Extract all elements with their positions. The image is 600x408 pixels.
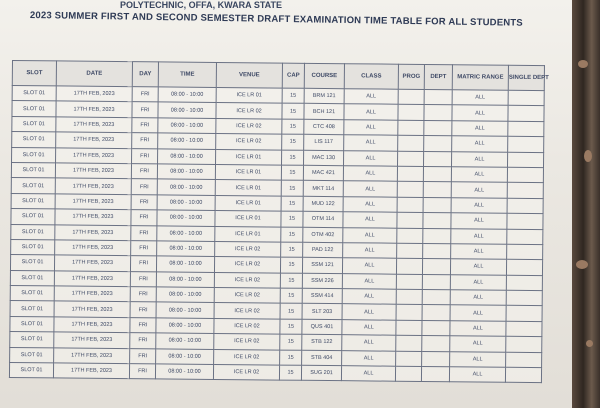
cell-date: 17TH FEB, 2023 <box>55 194 131 210</box>
cell-venue: ICE LR 02 <box>214 257 280 273</box>
cell-dept <box>422 274 450 290</box>
cell-course: QUS 401 <box>302 319 342 335</box>
cell-time: 08:00 - 10:00 <box>156 287 214 303</box>
cell-matric: ALL <box>450 321 506 337</box>
cell-day: FRI <box>129 364 155 380</box>
column-header-dept: DEPT <box>424 64 452 89</box>
cell-course: CTC 408 <box>304 119 344 135</box>
cell-venue: ICE LR 02 <box>214 334 280 350</box>
cell-date: 17TH FEB, 2023 <box>54 271 130 287</box>
cell-time: 08:00 - 10:00 <box>156 318 214 334</box>
cell-matric: ALL <box>451 228 507 244</box>
cell-matric: ALL <box>452 105 508 121</box>
cell-venue: ICE LR 01 <box>215 211 281 227</box>
cell-matric: ALL <box>452 136 508 152</box>
cell-slot: SLOT 01 <box>10 255 54 271</box>
cell-dept <box>423 243 451 259</box>
cell-single <box>506 306 542 322</box>
cell-venue: ICE LR 02 <box>216 118 282 134</box>
cell-day: FRI <box>130 333 156 349</box>
cell-time: 08:00 - 10:00 <box>157 241 215 257</box>
cell-matric: ALL <box>450 259 506 275</box>
cell-time: 08:00 - 10:00 <box>158 133 216 149</box>
cell-day: FRI <box>131 164 157 180</box>
cell-dept <box>422 305 450 321</box>
cell-slot: SLOT 01 <box>10 270 54 286</box>
cell-prog <box>397 151 423 167</box>
cell-prog <box>398 135 424 151</box>
cell-slot: SLOT 01 <box>10 286 54 302</box>
cell-dept <box>424 136 452 152</box>
cell-matric: ALL <box>451 197 507 213</box>
cell-course: SSM 226 <box>302 273 342 289</box>
column-header-single-dept: SINGLE DEPT <box>508 65 544 90</box>
table-body <box>9 86 544 384</box>
column-header-time: TIME <box>158 62 216 88</box>
cell-date: 17TH FEB, 2023 <box>56 86 132 102</box>
cell-single <box>508 106 544 122</box>
cell-slot: SLOT 01 <box>11 193 55 209</box>
cell-date: 17TH FEB, 2023 <box>53 363 129 379</box>
cell-cap: 15 <box>280 288 302 304</box>
cell-cap: 15 <box>281 180 303 196</box>
cell-slot: SLOT 01 <box>11 239 55 255</box>
cell-course: PAD 122 <box>303 242 343 258</box>
cell-single <box>507 244 543 260</box>
cell-course: MAC 421 <box>303 165 343 181</box>
cell-single <box>505 367 541 383</box>
cell-cap: 15 <box>282 119 304 135</box>
column-header-slot: SLOT <box>12 61 56 86</box>
cell-course: SSM 121 <box>302 258 342 274</box>
cell-single <box>507 198 543 214</box>
cell-dept <box>424 105 452 121</box>
cell-single <box>507 152 543 168</box>
cell-slot: SLOT 01 <box>10 332 54 348</box>
cell-day: FRI <box>132 133 158 149</box>
cell-date: 17TH FEB, 2023 <box>54 301 130 317</box>
cell-prog <box>396 274 422 290</box>
cell-prog <box>395 366 421 382</box>
cell-class: ALL <box>342 335 396 351</box>
cell-dept <box>423 151 451 167</box>
column-header-class: CLASS <box>344 64 398 90</box>
cell-dept <box>422 320 450 336</box>
cell-class: ALL <box>343 212 397 228</box>
cell-slot: SLOT 01 <box>12 86 56 102</box>
cell-day: FRI <box>131 210 157 226</box>
cell-matric: ALL <box>451 182 507 198</box>
cell-slot: SLOT 01 <box>10 301 54 317</box>
cell-course: MKT 114 <box>303 181 343 197</box>
cell-venue: ICE LR 02 <box>213 364 279 380</box>
cell-day: FRI <box>131 179 157 195</box>
cell-venue: ICE LR 02 <box>216 134 282 150</box>
cell-day: FRI <box>130 318 156 334</box>
cell-class: ALL <box>343 196 397 212</box>
cell-single <box>507 183 543 199</box>
cell-slot: SLOT 01 <box>11 224 55 240</box>
cell-class: ALL <box>342 289 396 305</box>
cell-date: 17TH FEB, 2023 <box>54 255 130 271</box>
cell-prog <box>397 182 423 198</box>
cell-single <box>506 275 542 291</box>
cell-dept <box>422 351 450 367</box>
cell-cap: 15 <box>281 227 303 243</box>
cell-dept <box>422 259 450 275</box>
cell-class: ALL <box>344 104 398 120</box>
cell-class: ALL <box>342 320 396 336</box>
cell-class: ALL <box>342 273 396 289</box>
cell-single <box>506 352 542 368</box>
cell-slot: SLOT 01 <box>12 101 56 117</box>
cell-time: 08:00 - 10:00 <box>157 225 215 241</box>
cell-class: ALL <box>344 135 398 151</box>
cell-cap: 15 <box>281 211 303 227</box>
column-header-venue: VENUE <box>216 62 282 88</box>
cell-date: 17TH FEB, 2023 <box>56 132 132 148</box>
cell-venue: ICE LR 01 <box>216 149 282 165</box>
cell-class: ALL <box>344 150 398 166</box>
cell-dept <box>424 89 452 105</box>
cell-dept <box>424 120 452 136</box>
cell-day: FRI <box>130 271 156 287</box>
column-header-date: DATE <box>56 61 132 87</box>
cell-matric: ALL <box>450 351 506 367</box>
column-header-prog: PROG <box>398 64 424 89</box>
cell-time: 08:00 - 10:00 <box>157 179 215 195</box>
cell-class: ALL <box>341 366 395 382</box>
column-header-cap: CAP <box>282 63 304 88</box>
cell-single <box>508 136 544 152</box>
cell-course: SUG 201 <box>301 365 341 381</box>
cell-single <box>508 121 544 137</box>
cell-cap: 15 <box>281 196 303 212</box>
cell-prog <box>396 320 422 336</box>
cell-prog <box>397 166 423 182</box>
cell-cap: 15 <box>280 350 302 366</box>
cell-venue: ICE LR 01 <box>215 226 281 242</box>
cell-venue: ICE LR 01 <box>216 87 282 103</box>
cell-prog <box>397 228 423 244</box>
cell-time: 08:00 - 10:00 <box>156 349 214 365</box>
cell-time: 08:00 - 10:00 <box>157 164 215 180</box>
cell-matric: ALL <box>450 274 506 290</box>
cell-time: 08:00 - 10:00 <box>158 102 216 118</box>
cell-slot: SLOT 01 <box>11 209 55 225</box>
cell-time: 08:00 - 10:00 <box>157 195 215 211</box>
cell-dept <box>423 182 451 198</box>
cell-date: 17TH FEB, 2023 <box>54 317 130 333</box>
cell-course: STB 122 <box>302 335 342 351</box>
cell-day: FRI <box>132 87 158 103</box>
cell-matric: ALL <box>450 290 506 306</box>
cell-course: BCH 121 <box>304 104 344 120</box>
cell-slot: SLOT 01 <box>12 132 56 148</box>
cell-day: FRI <box>131 225 157 241</box>
cell-class: ALL <box>344 89 398 105</box>
cell-day: FRI <box>130 256 156 272</box>
cell-dept <box>423 228 451 244</box>
cell-course: SLT 203 <box>302 304 342 320</box>
cell-day: FRI <box>132 117 158 133</box>
cell-cap: 15 <box>280 273 302 289</box>
cell-venue: ICE LR 02 <box>215 241 281 257</box>
cell-slot: SLOT 01 <box>12 147 56 163</box>
cell-matric: ALL <box>451 213 507 229</box>
cell-single <box>507 167 543 183</box>
cell-prog <box>398 105 424 121</box>
cell-course: MAC 130 <box>304 150 344 166</box>
cell-single <box>506 290 542 306</box>
exam-timetable <box>9 60 549 384</box>
cell-venue: ICE LR 01 <box>215 164 281 180</box>
cell-matric: ALL <box>452 121 508 137</box>
document-title: 2023 SUMMER FIRST AND SECOND SEMESTER DRAFT EXAMINATION TIME TABLE FOR ALL STUDENTS <box>29 10 523 29</box>
cell-day: FRI <box>130 302 156 318</box>
cell-cap: 15 <box>282 103 304 119</box>
cell-dept <box>423 197 451 213</box>
cell-single <box>506 321 542 337</box>
cell-class: ALL <box>343 227 397 243</box>
cell-prog <box>396 351 422 367</box>
cell-cap: 15 <box>282 88 304 104</box>
cell-course: OTM 402 <box>303 227 343 243</box>
cell-venue: ICE LR 01 <box>215 195 281 211</box>
cell-matric: ALL <box>451 167 507 183</box>
cell-dept <box>422 290 450 306</box>
cell-date: 17TH FEB, 2023 <box>55 178 131 194</box>
cell-date: 17TH FEB, 2023 <box>56 101 132 117</box>
cell-cap: 15 <box>279 365 301 381</box>
cell-slot: SLOT 01 <box>11 162 55 178</box>
cell-cap: 15 <box>280 319 302 335</box>
cell-cap: 15 <box>282 150 304 166</box>
cell-dept <box>423 213 451 229</box>
cell-cap: 15 <box>280 334 302 350</box>
cell-cap: 15 <box>281 165 303 181</box>
cell-date: 17TH FEB, 2023 <box>54 332 130 348</box>
cell-course: STB 404 <box>302 350 342 366</box>
cell-date: 17TH FEB, 2023 <box>56 147 132 163</box>
cell-single <box>507 213 543 229</box>
cell-course: LIS 117 <box>304 134 344 150</box>
cell-prog <box>398 89 424 105</box>
cell-class: ALL <box>343 243 397 259</box>
cell-class: ALL <box>344 119 398 135</box>
cell-single <box>506 260 542 276</box>
cell-cap: 15 <box>280 257 302 273</box>
cell-matric: ALL <box>450 305 506 321</box>
cell-course: BRM 121 <box>304 88 344 104</box>
cell-venue: ICE LR 02 <box>214 349 280 365</box>
background-edge <box>572 0 600 408</box>
cell-cap: 15 <box>281 242 303 258</box>
cell-day: FRI <box>132 102 158 118</box>
cell-single <box>506 337 542 353</box>
cell-matric: ALL <box>451 151 507 167</box>
cell-date: 17TH FEB, 2023 <box>54 286 130 302</box>
cell-prog <box>396 335 422 351</box>
cell-time: 08:00 - 10:00 <box>156 256 214 272</box>
cell-time: 08:00 - 10:00 <box>156 333 214 349</box>
cell-date: 17TH FEB, 2023 <box>55 240 131 256</box>
cell-venue: ICE LR 02 <box>216 103 282 119</box>
cell-prog <box>397 243 423 259</box>
cell-prog <box>397 212 423 228</box>
cell-day: FRI <box>131 241 157 257</box>
cell-time: 08:00 - 10:00 <box>158 148 216 164</box>
cell-class: ALL <box>342 304 396 320</box>
cell-date: 17TH FEB, 2023 <box>55 209 131 225</box>
cell-venue: ICE LR 01 <box>215 180 281 196</box>
cell-date: 17TH FEB, 2023 <box>56 117 132 133</box>
cell-day: FRI <box>130 287 156 303</box>
cell-venue: ICE LR 02 <box>214 272 280 288</box>
cell-dept <box>422 336 450 352</box>
cell-venue: ICE LR 02 <box>214 288 280 304</box>
cell-class: ALL <box>342 258 396 274</box>
cell-prog <box>396 258 422 274</box>
cell-day: FRI <box>130 348 156 364</box>
cell-class: ALL <box>343 181 397 197</box>
cell-single <box>507 229 543 245</box>
cell-class: ALL <box>342 350 396 366</box>
cell-time: 08:00 - 10:00 <box>156 302 214 318</box>
cell-matric: ALL <box>449 367 505 383</box>
cell-venue: ICE LR 02 <box>214 303 280 319</box>
cell-day: FRI <box>132 148 158 164</box>
cell-prog <box>396 305 422 321</box>
column-header-matric-range: MATRIC RANGE <box>452 65 508 91</box>
cell-time: 08:00 - 10:00 <box>156 272 214 288</box>
cell-slot: SLOT 01 <box>11 178 55 194</box>
cell-course: MUD 122 <box>303 196 343 212</box>
column-header-course: COURSE <box>304 63 344 88</box>
cell-venue: ICE LR 02 <box>214 318 280 334</box>
cell-time: 08:00 - 10:00 <box>155 364 213 380</box>
cell-slot: SLOT 01 <box>10 316 54 332</box>
cell-slot: SLOT 01 <box>9 363 53 379</box>
cell-matric: ALL <box>450 336 506 352</box>
cell-time: 08:00 - 10:00 <box>158 118 216 134</box>
cell-cap: 15 <box>280 304 302 320</box>
cell-date: 17TH FEB, 2023 <box>55 163 131 179</box>
cell-slot: SLOT 01 <box>12 116 56 132</box>
cell-time: 08:00 - 10:00 <box>157 210 215 226</box>
cell-date: 17TH FEB, 2023 <box>55 224 131 240</box>
cell-cap: 15 <box>282 134 304 150</box>
cell-dept <box>421 366 449 382</box>
cell-date: 17TH FEB, 2023 <box>54 348 130 364</box>
cell-slot: SLOT 01 <box>10 347 54 363</box>
cell-prog <box>398 120 424 136</box>
cell-matric: ALL <box>451 244 507 260</box>
cell-single <box>508 90 544 106</box>
column-header-day: DAY <box>132 62 158 87</box>
cell-course: OTM 114 <box>303 211 343 227</box>
institution-header: POLYTECHNIC, OFFA, KWARA STATE <box>120 0 283 10</box>
cell-prog <box>397 197 423 213</box>
cell-course: SSM 414 <box>302 288 342 304</box>
cell-dept <box>423 166 451 182</box>
cell-time: 08:00 - 10:00 <box>158 87 216 103</box>
cell-day: FRI <box>131 194 157 210</box>
cell-prog <box>396 289 422 305</box>
cell-matric: ALL <box>452 90 508 106</box>
cell-class: ALL <box>343 166 397 182</box>
